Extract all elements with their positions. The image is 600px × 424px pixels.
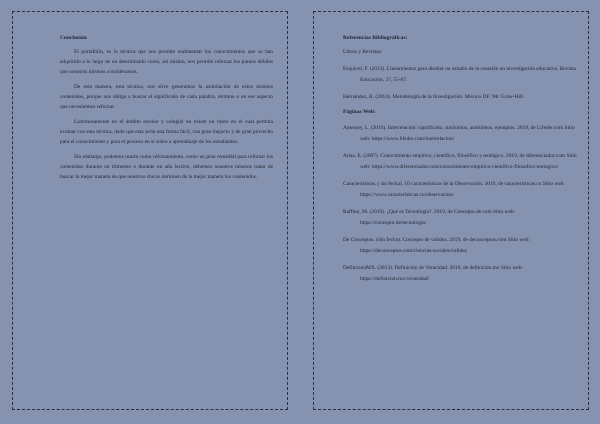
reference-entry: Hernández, R. (2014). Metodología de la Investigación. México DF: Mc Graw-Hill. <box>343 94 525 100</box>
paragraph-text: De esta manera, esta técnica, nos sirve generamos la asimilación de estos mismos contenidos, porque nos obliga a buscar el significado de cada palabra, término o en ese aspecto que necesitemos reforzar. <box>60 84 273 110</box>
conclusion-heading: Conclusión <box>60 35 87 41</box>
paragraph-text: El portafolio, es la técnica que nos permite realimentar los conocimientos que se han adquirido a lo largo de un determinado curso, así mismo, nos permite reforzar los puntos débiles que nosotros mismos consideramos. <box>60 49 273 75</box>
reference-entry: Raffino, M. (2019). ¿Qué es Tecnología?. 2019, de Concepto.de.com Sitio web: https://concepto.de/tecnologia/ <box>343 209 516 226</box>
paragraph-text: Lastimosamente en el ámbito escolar y colegial no existe un rubro en el cual permita evaluar con esta técnica, dado que esta sería una forma fácil, con gran impacto y de gran provecho para el conocimiento y para el proceso en sí sobre a aprendizaje de los estudiantes. <box>60 119 273 145</box>
conclusion-paragraph <box>60 82 273 112</box>
reference-entry: De Conceptos. (Sin fecha). Concepto de validez. 2019, de deconceptos.com Sitio web: https://deconceptos.com/ciencias-sociales/validez <box>343 237 530 254</box>
conclusion-paragraph <box>60 117 273 147</box>
paragraph-text: Sin embargo, podemos usarla como reforzamiento, como un plan remedial para reforzar los contenidos durante un trimestre o durante un año lectivo, debemos nosotros mismos tratar de buscar la mejor manera de que nuestros chicos dominen de la mejor manera los contenidos. <box>60 154 273 180</box>
reference-entry: DefinicionMX. (2013). Definición de Veracidad. 2019, de definicion.mx Sitio web: https://definicion.mx/veracidad/ <box>343 265 523 282</box>
right-page <box>313 11 589 410</box>
left-page <box>12 11 288 410</box>
conclusion-section <box>60 35 273 187</box>
reference-entry: Caracteristicas. ( sin fecha). 10 características de la Observación. 2019, de caracteristicas.co Sitio web: https://www.caracteristicas.co/observacion/ <box>343 181 565 198</box>
conclusion-paragraph <box>60 47 273 77</box>
references-section <box>343 35 579 291</box>
web-pages-heading: Páginas Web: <box>343 109 376 115</box>
references-heading: Referencias Bibliográficas: <box>343 35 408 41</box>
books-label: Libros y Revistas: <box>343 49 383 55</box>
reference-entry: Amestoy, L. (2019). Interrelación: significado, sinónimos, antónimos, ejemplos. 2019, de Lifeder.com Sitio web: https://www.lifeder.com/interrelacion/ <box>343 125 575 142</box>
reference-entry: Arias, E. (2007). Conocimiento empírico, científico, filosófico y teológico. 2019, de diferenciador.com Sitio web: https://www.diferenciador.com/conocimiento-empirico-cientifico-filosofico-teologico/ <box>343 153 577 170</box>
conclusion-paragraph <box>60 152 273 182</box>
reference-entry: Esquivel, F. (2013). Lineamientos para diseñar un estudio de la cuestión en investigación educativa. Revista Educación, 37, 55-87. <box>343 66 576 83</box>
